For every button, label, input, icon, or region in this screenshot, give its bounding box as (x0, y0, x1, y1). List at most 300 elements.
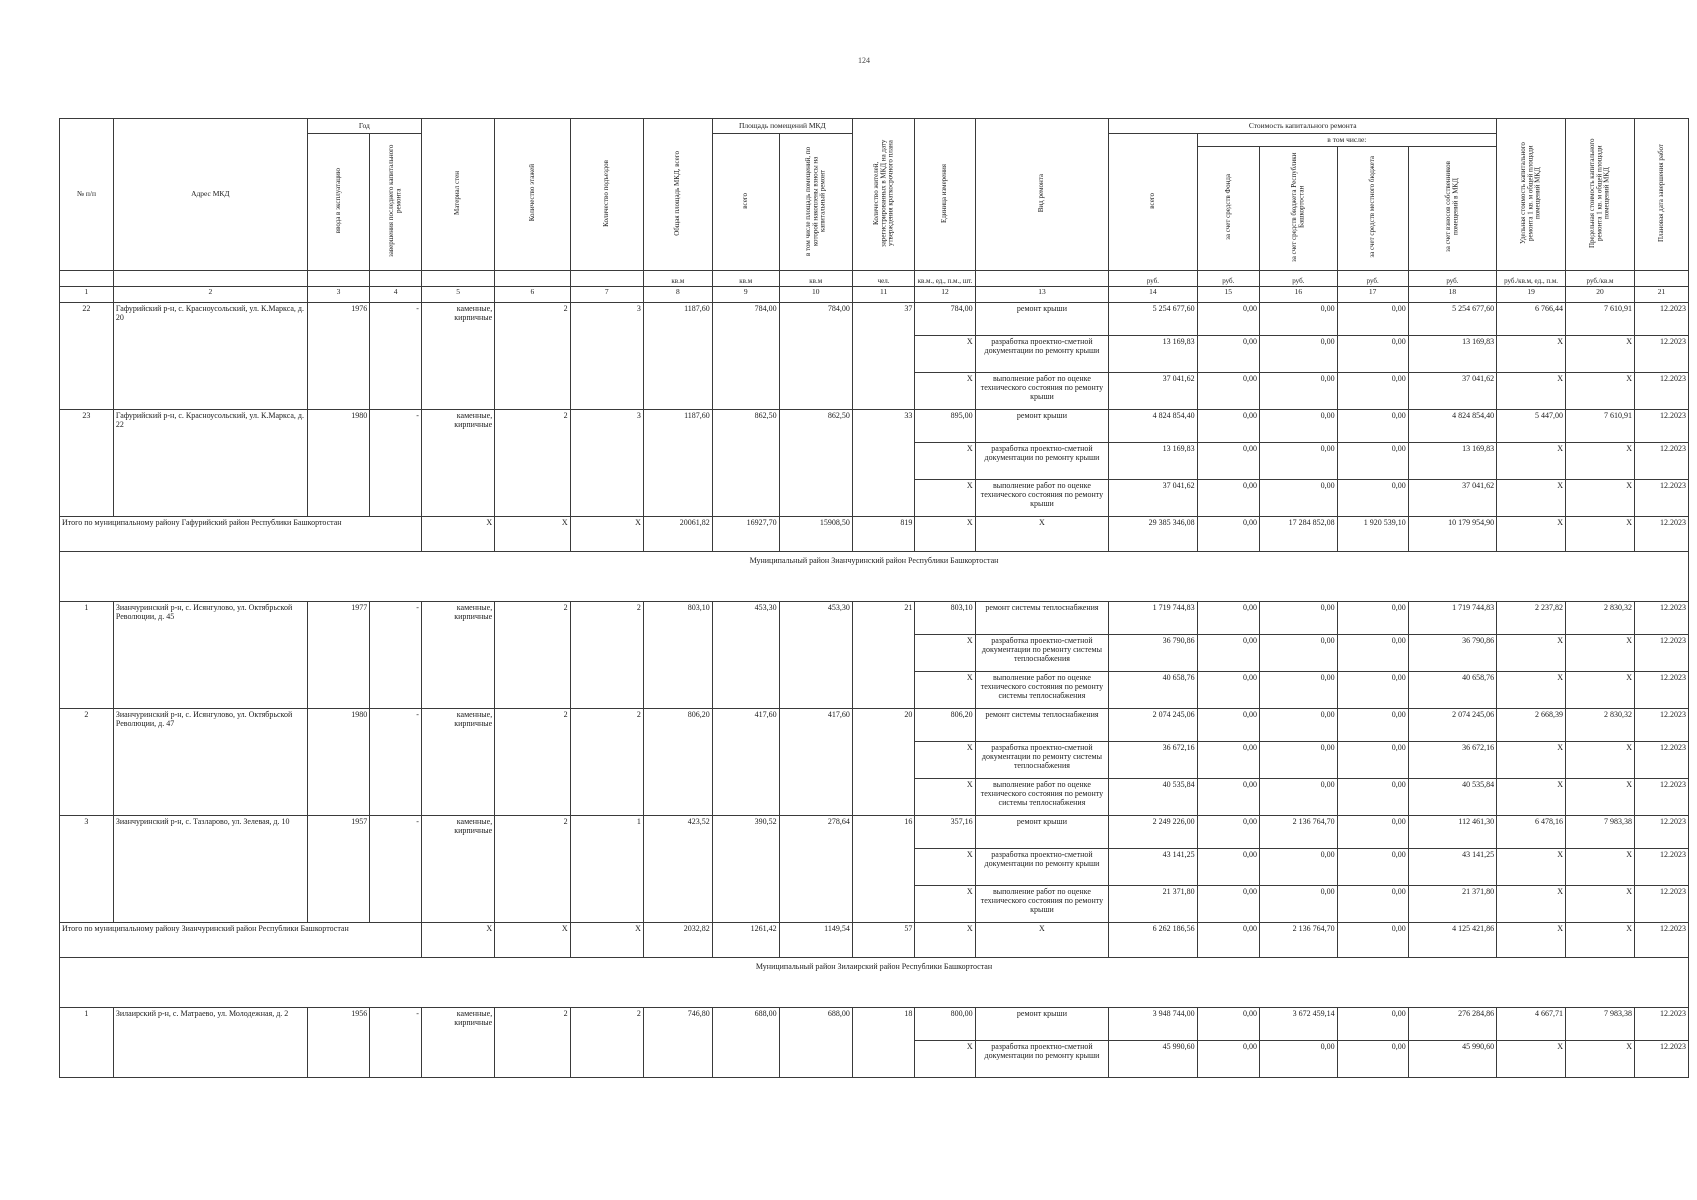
cost-total: 37 041,62 (1109, 372, 1197, 409)
work-type: разработка проектно-сметной документации по ремонту системы теплоснабжения (975, 741, 1109, 778)
cost-total: 2 249 226,00 (1109, 815, 1197, 848)
total-residents: 819 (852, 516, 914, 551)
object-address: Зианчуринский р-н, с. Исянгулово, ул. Октябрьской Революции, д. 45 (113, 601, 307, 708)
object-address: Гафурийский р-н, с. Красноусольский, ул. К.Маркса, д. 22 (113, 409, 307, 516)
work-quantity: 806,20 (915, 708, 975, 741)
header-including: в том числе: (1197, 134, 1497, 147)
cost-owners: 2 074 245,06 (1408, 708, 1496, 741)
cost-local: 0,00 (1337, 1007, 1408, 1040)
unit-label: руб. (1408, 270, 1496, 286)
completion-date: 12.2023 (1634, 372, 1688, 409)
header-completion-date: Плановая дата завершения работ (1634, 119, 1688, 271)
row-number: 22 (60, 302, 114, 409)
work-type: ремонт крыши (975, 409, 1109, 442)
completion-date: 12.2023 (1634, 815, 1688, 848)
total-unit-cost: X (1497, 922, 1566, 957)
wall-material: каменные, кирпичные (421, 815, 494, 922)
cost-owners: 4 824 854,40 (1408, 409, 1496, 442)
wall-material: каменные, кирпичные (421, 409, 494, 516)
total-cost-local: 1 920 539,10 (1337, 516, 1408, 551)
column-number: 8 (643, 286, 712, 302)
work-type: разработка проектно-сметной документации по ремонту крыши (975, 848, 1109, 885)
entrances-count: 3 (570, 302, 643, 409)
total-area: 1187,60 (643, 302, 712, 409)
unit-cost: X (1497, 778, 1566, 815)
cost-owners: 43 141,25 (1408, 848, 1496, 885)
total-wall-material: X (421, 516, 494, 551)
cost-total: 2 074 245,06 (1109, 708, 1197, 741)
floors-count: 2 (495, 1007, 570, 1077)
work-type: выполнение работ по оценке технического состояния по ремонту крыши (975, 479, 1109, 516)
max-cost: 2 830,32 (1566, 708, 1635, 741)
total-entrances: X (570, 516, 643, 551)
work-quantity: X (915, 372, 975, 409)
unit-label: кв.м (712, 270, 779, 286)
year-commission: 1957 (307, 815, 369, 922)
column-number: 4 (370, 286, 422, 302)
completion-date: 12.2023 (1634, 885, 1688, 922)
max-cost: 7 610,91 (1566, 302, 1635, 335)
total-cost-republic: 2 136 764,70 (1260, 922, 1338, 957)
completion-date: 12.2023 (1634, 778, 1688, 815)
year-commission: 1976 (307, 302, 369, 409)
max-cost: X (1566, 1040, 1635, 1077)
unit-label (495, 270, 570, 286)
cost-total: 1 719 744,83 (1109, 601, 1197, 634)
total-premises-owned: 15908,50 (779, 516, 852, 551)
column-number: 14 (1109, 286, 1197, 302)
total-area: 803,10 (643, 601, 712, 708)
work-type: выполнение работ по оценке технического состояния по ремонту системы теплоснабжения (975, 671, 1109, 708)
cost-republic: 0,00 (1260, 479, 1338, 516)
cost-owners: 5 254 677,60 (1408, 302, 1496, 335)
cost-fund: 0,00 (1197, 708, 1259, 741)
section-zilairsky (60, 957, 1689, 1077)
premises-total: 390,52 (712, 815, 779, 922)
completion-date: 12.2023 (1634, 671, 1688, 708)
year-commission: 1956 (307, 1007, 369, 1077)
cost-total: 13 169,83 (1109, 442, 1197, 479)
header-premises-total: всего (712, 134, 779, 271)
work-quantity: 357,16 (915, 815, 975, 848)
cost-local: 0,00 (1337, 1040, 1408, 1077)
entrances-count: 1 (570, 815, 643, 922)
work-type: ремонт системы теплоснабжения (975, 601, 1109, 634)
unit-label: кв.м (643, 270, 712, 286)
district-total-row (60, 922, 1689, 957)
cost-fund: 0,00 (1197, 848, 1259, 885)
cost-fund: 0,00 (1197, 302, 1259, 335)
district-header-row (60, 551, 1689, 601)
total-premises: 1261,42 (712, 922, 779, 957)
cost-fund: 0,00 (1197, 335, 1259, 372)
max-cost: X (1566, 671, 1635, 708)
unit-label (307, 270, 369, 286)
object-row (60, 409, 1689, 442)
unit-cost: 4 667,71 (1497, 1007, 1566, 1040)
total-area: 806,20 (643, 708, 712, 815)
cost-fund: 0,00 (1197, 741, 1259, 778)
premises-owned: 784,00 (779, 302, 852, 409)
total-residents: 57 (852, 922, 914, 957)
max-cost: 7 610,91 (1566, 409, 1635, 442)
cost-republic: 0,00 (1260, 634, 1338, 671)
unit-cost: X (1497, 741, 1566, 778)
work-type: ремонт крыши (975, 1007, 1109, 1040)
total-floors: X (495, 516, 570, 551)
premises-owned: 688,00 (779, 1007, 852, 1077)
object-row (60, 601, 1689, 634)
total-area: 2032,82 (643, 922, 712, 957)
max-cost: X (1566, 335, 1635, 372)
column-number: 6 (495, 286, 570, 302)
cost-total: 5 254 677,60 (1109, 302, 1197, 335)
unit-label: руб. (1337, 270, 1408, 286)
cost-total: 37 041,62 (1109, 479, 1197, 516)
wall-material: каменные, кирпичные (421, 1007, 494, 1077)
cost-local: 0,00 (1337, 372, 1408, 409)
total-premises-owned: 1149,54 (779, 922, 852, 957)
work-type: разработка проектно-сметной документации по ремонту системы теплоснабжения (975, 634, 1109, 671)
district-title: Муниципальный район Зианчуринский район Республики Башкортостан (60, 551, 1689, 601)
cost-local: 0,00 (1337, 741, 1408, 778)
unit-cost: X (1497, 1040, 1566, 1077)
year-commission: 1980 (307, 409, 369, 516)
work-quantity: X (915, 671, 975, 708)
unit-cost: X (1497, 848, 1566, 885)
header-cost-total: всего (1109, 134, 1197, 271)
header-work-type: Вид ремонта (975, 119, 1109, 271)
cost-fund: 0,00 (1197, 372, 1259, 409)
work-type: разработка проектно-сметной документации по ремонту крыши (975, 442, 1109, 479)
unit-label: чел. (852, 270, 914, 286)
premises-owned: 862,50 (779, 409, 852, 516)
wall-material: каменные, кирпичные (421, 708, 494, 815)
cost-owners: 40 535,84 (1408, 778, 1496, 815)
cost-total: 36 672,16 (1109, 741, 1197, 778)
cost-fund: 0,00 (1197, 1040, 1259, 1077)
cost-total: 40 658,76 (1109, 671, 1197, 708)
cost-owners: 21 371,80 (1408, 885, 1496, 922)
row-number: 23 (60, 409, 114, 516)
unit-label (975, 270, 1109, 286)
header-repair-cost: Стоимость капитального ремонта (1109, 119, 1497, 134)
residents-count: 33 (852, 409, 914, 516)
column-number: 15 (1197, 286, 1259, 302)
unit-cost: 6 766,44 (1497, 302, 1566, 335)
total-cost-owners: 4 125 421,86 (1408, 922, 1496, 957)
year-commission: 1977 (307, 601, 369, 708)
district-total-row (60, 516, 1689, 551)
column-number: 9 (712, 286, 779, 302)
total-cost-fund: 0,00 (1197, 922, 1259, 957)
row-number: 1 (60, 1007, 114, 1077)
year-last-repair: - (370, 601, 422, 708)
work-quantity: X (915, 848, 975, 885)
cost-republic: 0,00 (1260, 335, 1338, 372)
total-cost: 29 385 346,08 (1109, 516, 1197, 551)
unit-cost: 5 447,00 (1497, 409, 1566, 442)
completion-date: 12.2023 (1634, 741, 1688, 778)
column-number: 18 (1408, 286, 1496, 302)
premises-total: 784,00 (712, 302, 779, 409)
unit-cost: X (1497, 671, 1566, 708)
floors-count: 2 (495, 302, 570, 409)
cost-owners: 37 041,62 (1408, 479, 1496, 516)
unit-label: руб./кв.м, ед., п.м. (1497, 270, 1566, 286)
unit-label (60, 270, 114, 286)
work-quantity: X (915, 442, 975, 479)
wall-material: каменные, кирпичные (421, 601, 494, 708)
cost-fund: 0,00 (1197, 671, 1259, 708)
unit-cost: 2 668,39 (1497, 708, 1566, 741)
unit-cost: 2 237,82 (1497, 601, 1566, 634)
cost-republic: 3 672 459,14 (1260, 1007, 1338, 1040)
work-type: разработка проектно-сметной документации по ремонту крыши (975, 335, 1109, 372)
max-cost: 2 830,32 (1566, 601, 1635, 634)
cost-owners: 36 672,16 (1408, 741, 1496, 778)
column-number: 19 (1497, 286, 1566, 302)
header-unit-cost: Удельная стоимость капитального ремонта 1 кв. м общей площади помещений МКД (1497, 119, 1566, 271)
cost-local: 0,00 (1337, 815, 1408, 848)
unit-label (1634, 270, 1688, 286)
completion-date: 12.2023 (1634, 634, 1688, 671)
work-type: ремонт системы теплоснабжения (975, 708, 1109, 741)
cost-republic: 0,00 (1260, 442, 1338, 479)
object-row (60, 302, 1689, 335)
cost-local: 0,00 (1337, 479, 1408, 516)
total-cost-fund: 0,00 (1197, 516, 1259, 551)
district-header-row (60, 957, 1689, 1007)
entrances-count: 2 (570, 601, 643, 708)
premises-total: 417,60 (712, 708, 779, 815)
cost-republic: 0,00 (1260, 778, 1338, 815)
column-number: 1 (60, 286, 114, 302)
unit-label: руб. (1260, 270, 1338, 286)
object-row (60, 1007, 1689, 1040)
cost-owners: 13 169,83 (1408, 442, 1496, 479)
work-quantity: X (915, 335, 975, 372)
total-area: 20061,82 (643, 516, 712, 551)
total-area: 1187,60 (643, 409, 712, 516)
floors-count: 2 (495, 601, 570, 708)
unit-label: руб./кв.м (1566, 270, 1635, 286)
unit-label (570, 270, 643, 286)
total-work-type: X (975, 516, 1109, 551)
capital-repair-plan-table (59, 118, 1689, 1078)
year-last-repair: - (370, 409, 422, 516)
page-number: 124 (858, 56, 870, 65)
residents-count: 16 (852, 815, 914, 922)
floors-count: 2 (495, 409, 570, 516)
cost-total: 4 824 854,40 (1109, 409, 1197, 442)
completion-date: 12.2023 (1634, 442, 1688, 479)
district-title: Муниципальный район Зилаирский район Республики Башкортостан (60, 957, 1689, 1007)
work-quantity: X (915, 1040, 975, 1077)
cost-owners: 45 990,60 (1408, 1040, 1496, 1077)
completion-date: 12.2023 (1634, 302, 1688, 335)
total-max-cost: X (1566, 922, 1635, 957)
column-number: 2 (113, 286, 307, 302)
cost-fund: 0,00 (1197, 601, 1259, 634)
cost-local: 0,00 (1337, 409, 1408, 442)
total-cost-owners: 10 179 954,90 (1408, 516, 1496, 551)
cost-fund: 0,00 (1197, 634, 1259, 671)
section-gafuriy (60, 302, 1689, 551)
max-cost: X (1566, 479, 1635, 516)
cost-local: 0,00 (1337, 778, 1408, 815)
cost-owners: 36 790,86 (1408, 634, 1496, 671)
header-total-area: Общая площадь МКД, всего (643, 119, 712, 271)
work-quantity: 895,00 (915, 409, 975, 442)
cost-republic: 0,00 (1260, 741, 1338, 778)
completion-date: 12.2023 (1634, 1007, 1688, 1040)
wall-material: каменные, кирпичные (421, 302, 494, 409)
max-cost: X (1566, 848, 1635, 885)
cost-fund: 0,00 (1197, 409, 1259, 442)
cost-local: 0,00 (1337, 442, 1408, 479)
cost-republic: 0,00 (1260, 409, 1338, 442)
cost-fund: 0,00 (1197, 815, 1259, 848)
unit-cost: X (1497, 634, 1566, 671)
cost-fund: 0,00 (1197, 1007, 1259, 1040)
residents-count: 37 (852, 302, 914, 409)
completion-date: 12.2023 (1634, 1040, 1688, 1077)
work-type: выполнение работ по оценке технического состояния по ремонту крыши (975, 372, 1109, 409)
units-row (60, 270, 1689, 286)
cost-republic: 0,00 (1260, 601, 1338, 634)
max-cost: 7 983,38 (1566, 815, 1635, 848)
total-quantity: X (915, 922, 975, 957)
header-row-1 (60, 119, 1689, 134)
work-type: ремонт крыши (975, 302, 1109, 335)
object-address: Зианчуринский р-н, с. Исянгулово, ул. Октябрьской Революции, д. 47 (113, 708, 307, 815)
total-wall-material: X (421, 922, 494, 957)
unit-cost: 6 478,16 (1497, 815, 1566, 848)
header-address: Адрес МКД (113, 119, 307, 271)
work-type: выполнение работ по оценке технического состояния по ремонту крыши (975, 885, 1109, 922)
total-completion-date: 12.2023 (1634, 922, 1688, 957)
cost-republic: 0,00 (1260, 885, 1338, 922)
max-cost: X (1566, 885, 1635, 922)
unit-label (370, 270, 422, 286)
total-cost-republic: 17 284 852,08 (1260, 516, 1338, 551)
cost-owners: 40 658,76 (1408, 671, 1496, 708)
capital-repair-table-wrapper (59, 118, 1689, 1078)
cost-republic: 0,00 (1260, 708, 1338, 741)
premises-total: 862,50 (712, 409, 779, 516)
column-number: 13 (975, 286, 1109, 302)
residents-count: 21 (852, 601, 914, 708)
column-number: 12 (915, 286, 975, 302)
residents-count: 18 (852, 1007, 914, 1077)
object-address: Зианчуринский р-н, с. Тазларово, ул. Зелевая, д. 10 (113, 815, 307, 922)
unit-cost: X (1497, 479, 1566, 516)
cost-local: 0,00 (1337, 302, 1408, 335)
header-local-budget: за счет средств местного бюджета (1337, 147, 1408, 271)
premises-total: 688,00 (712, 1007, 779, 1077)
cost-republic: 2 136 764,70 (1260, 815, 1338, 848)
object-row (60, 708, 1689, 741)
header-fund: за счет средств Фонда (1197, 147, 1259, 271)
cost-total: 36 790,86 (1109, 634, 1197, 671)
column-number: 10 (779, 286, 852, 302)
premises-owned: 453,30 (779, 601, 852, 708)
max-cost: X (1566, 778, 1635, 815)
total-unit-cost: X (1497, 516, 1566, 551)
column-number: 20 (1566, 286, 1635, 302)
total-floors: X (495, 922, 570, 957)
work-quantity: X (915, 741, 975, 778)
cost-local: 0,00 (1337, 671, 1408, 708)
total-max-cost: X (1566, 516, 1635, 551)
header-year-last-repair: завершения последнего капитального ремонта (370, 134, 422, 271)
header-wall-material: Материал стен (421, 119, 494, 271)
year-last-repair: - (370, 708, 422, 815)
object-address: Гафурийский р-н, с. Красноусольский, ул. К.Маркса, д. 20 (113, 302, 307, 409)
object-row (60, 815, 1689, 848)
cost-local: 0,00 (1337, 634, 1408, 671)
max-cost: X (1566, 442, 1635, 479)
district-total-label: Итого по муниципальному району Зианчуринский район Республики Башкортостан (60, 922, 422, 957)
column-number: 3 (307, 286, 369, 302)
year-commission: 1980 (307, 708, 369, 815)
header-unit: Единица измерения (915, 119, 975, 271)
object-address: Зилаирский р-н, с. Матраево, ул. Молодежная, д. 2 (113, 1007, 307, 1077)
work-type: ремонт крыши (975, 815, 1109, 848)
completion-date: 12.2023 (1634, 335, 1688, 372)
header-num: № п/п (60, 119, 114, 271)
cost-total: 13 169,83 (1109, 335, 1197, 372)
row-number: 1 (60, 601, 114, 708)
year-last-repair: - (370, 302, 422, 409)
entrances-count: 2 (570, 1007, 643, 1077)
district-total-label: Итого по муниципальному району Гафурийский район Республики Башкортостан (60, 516, 422, 551)
cost-republic: 0,00 (1260, 671, 1338, 708)
completion-date: 12.2023 (1634, 708, 1688, 741)
cost-local: 0,00 (1337, 601, 1408, 634)
column-number: 5 (421, 286, 494, 302)
completion-date: 12.2023 (1634, 479, 1688, 516)
column-number: 11 (852, 286, 914, 302)
entrances-count: 3 (570, 409, 643, 516)
header-year-commission: ввода в эксплуатацию (307, 134, 369, 271)
header-entrances: Количество подъездов (570, 119, 643, 271)
total-area: 746,80 (643, 1007, 712, 1077)
cost-total: 21 371,80 (1109, 885, 1197, 922)
work-quantity: 800,00 (915, 1007, 975, 1040)
work-quantity: 803,10 (915, 601, 975, 634)
header-republic-budget: за счет средств бюджета Республики Башкортостан (1260, 147, 1338, 271)
header-premises-owned: в том числе площадь помещений, по которой накоплены взносы на капитальный ремонт (779, 134, 852, 271)
year-last-repair: - (370, 1007, 422, 1077)
header-max-cost: Предельная стоимость капитального ремонта 1 кв. м общей площади помещений МКД (1566, 119, 1635, 271)
cost-fund: 0,00 (1197, 778, 1259, 815)
completion-date: 12.2023 (1634, 848, 1688, 885)
cost-local: 0,00 (1337, 848, 1408, 885)
cost-total: 43 141,25 (1109, 848, 1197, 885)
year-last-repair: - (370, 815, 422, 922)
column-number: 7 (570, 286, 643, 302)
header-owners: за счет взносов собственников помещений в МКД (1408, 147, 1496, 271)
header-year: Год (307, 119, 421, 134)
completion-date: 12.2023 (1634, 409, 1688, 442)
max-cost: X (1566, 372, 1635, 409)
work-quantity: 784,00 (915, 302, 975, 335)
cost-local: 0,00 (1337, 885, 1408, 922)
cost-owners: 112 461,30 (1408, 815, 1496, 848)
cost-fund: 0,00 (1197, 885, 1259, 922)
